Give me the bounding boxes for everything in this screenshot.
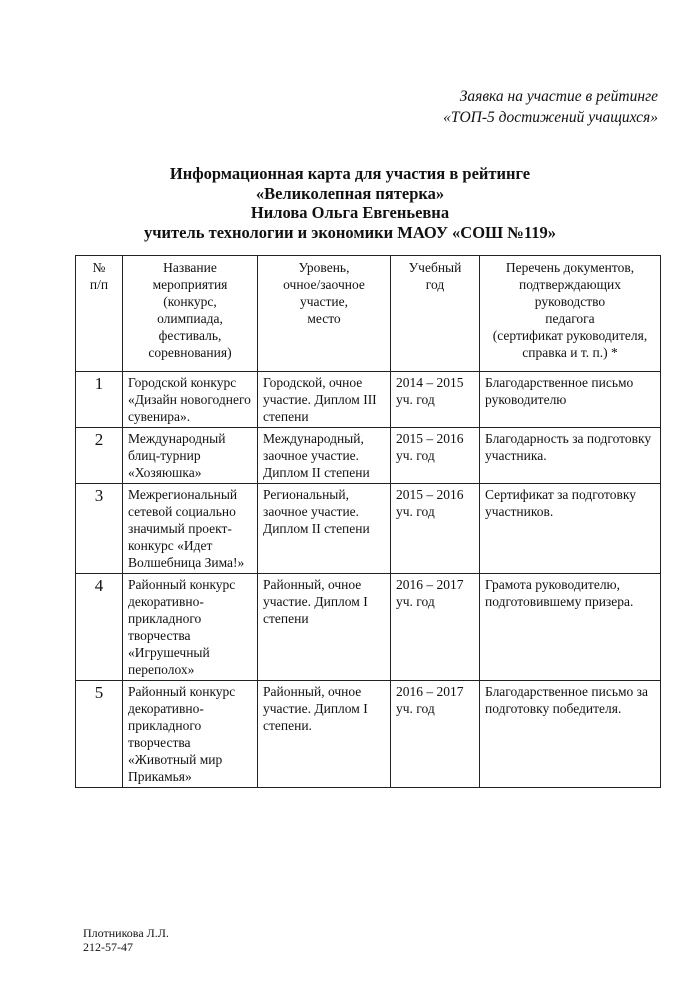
row-level: Районный, очное участие. Диплом I степени	[258, 574, 391, 681]
row-number: 3	[76, 484, 123, 574]
row-year: 2014 – 2015 уч. год	[391, 372, 480, 428]
row-level: Районный, очное участие. Диплом I степени.	[258, 681, 391, 788]
header-event	[123, 256, 258, 372]
row-level: Международный, заочное участие. Диплом II степени	[258, 428, 391, 484]
footer-phone: 212-57-47	[83, 940, 133, 954]
header-documents-text: Перечень документов, подтверждающих руководство педагога (сертификат руководителя, справка и т. п.) *	[492, 260, 648, 360]
row-level: Региональный, заочное участие. Диплом II степени	[258, 484, 391, 574]
title-line2: «Великолепная пятерка»	[255, 183, 445, 203]
row-documents: Благодарственное письмо за подготовку победителя.	[480, 681, 661, 788]
document-title	[0, 164, 700, 242]
row-year: 2016 – 2017 уч. год	[391, 574, 480, 681]
row-documents: Сертификат за подготовку участников.	[480, 484, 661, 574]
row-level: Городской, очное участие. Диплом III степени	[258, 372, 391, 428]
header-number	[76, 256, 123, 372]
row-documents: Грамота руководителю, подготовившему призера.	[480, 574, 661, 681]
row-documents: Благодарственное письмо руководителю	[480, 372, 661, 428]
header-level-text: Уровень, очное/заочное участие, место	[283, 260, 365, 326]
row-year: 2015 – 2016 уч. год	[391, 484, 480, 574]
row-event: Международный блиц-турнир «Хозяюшка»	[123, 428, 258, 484]
table-row	[76, 372, 661, 428]
header-number-text: № п/п	[89, 260, 109, 292]
row-number: 4	[76, 574, 123, 681]
row-year: 2015 – 2016 уч. год	[391, 428, 480, 484]
row-event: Межрегиональный сетевой социально значимый проект-конкурс «Идет Волшебница Зима!»	[123, 484, 258, 574]
title-line1: Информационная карта для участия в рейтинге	[169, 164, 531, 183]
header-documents	[480, 256, 661, 372]
table-row	[76, 681, 661, 788]
header-year	[391, 256, 480, 372]
header-year-text: Учебный год	[408, 260, 462, 292]
table-header-row	[76, 256, 661, 372]
footer-name: Плотникова Л.Л.	[83, 926, 169, 940]
application-note	[443, 86, 658, 128]
row-number: 1	[76, 372, 123, 428]
header-level	[258, 256, 391, 372]
table-row	[76, 574, 661, 681]
row-year: 2016 – 2017 уч. год	[391, 681, 480, 788]
achievements-table	[75, 255, 661, 788]
row-number: 2	[76, 428, 123, 484]
header-event-text: Название мероприятия (конкурс, олимпиада, фестиваль, соревнования)	[148, 260, 232, 360]
row-number: 5	[76, 681, 123, 788]
row-event: Районный конкурс декоративно-прикладного творчества «Игрушечный переполох»	[123, 574, 258, 681]
footer-contact	[83, 926, 169, 954]
application-note-line2: «ТОП-5 достижений учащихся»	[443, 109, 658, 126]
table-row	[76, 428, 661, 484]
table-row	[76, 484, 661, 574]
row-event: Городской конкурс «Дизайн новогоднего сувенира».	[123, 372, 258, 428]
application-note-line1: Заявка на участие в рейтинге	[459, 88, 658, 105]
row-documents: Благодарность за подготовку участника.	[480, 428, 661, 484]
title-teacher-name: Нилова Ольга Евгеньевна	[250, 203, 450, 222]
title-teacher-position: учитель технологии и экономики МАОУ «СОШ №119»	[144, 222, 556, 242]
row-event: Районный конкурс декоративно-прикладного творчества «Животный мир Прикамья»	[123, 681, 258, 788]
